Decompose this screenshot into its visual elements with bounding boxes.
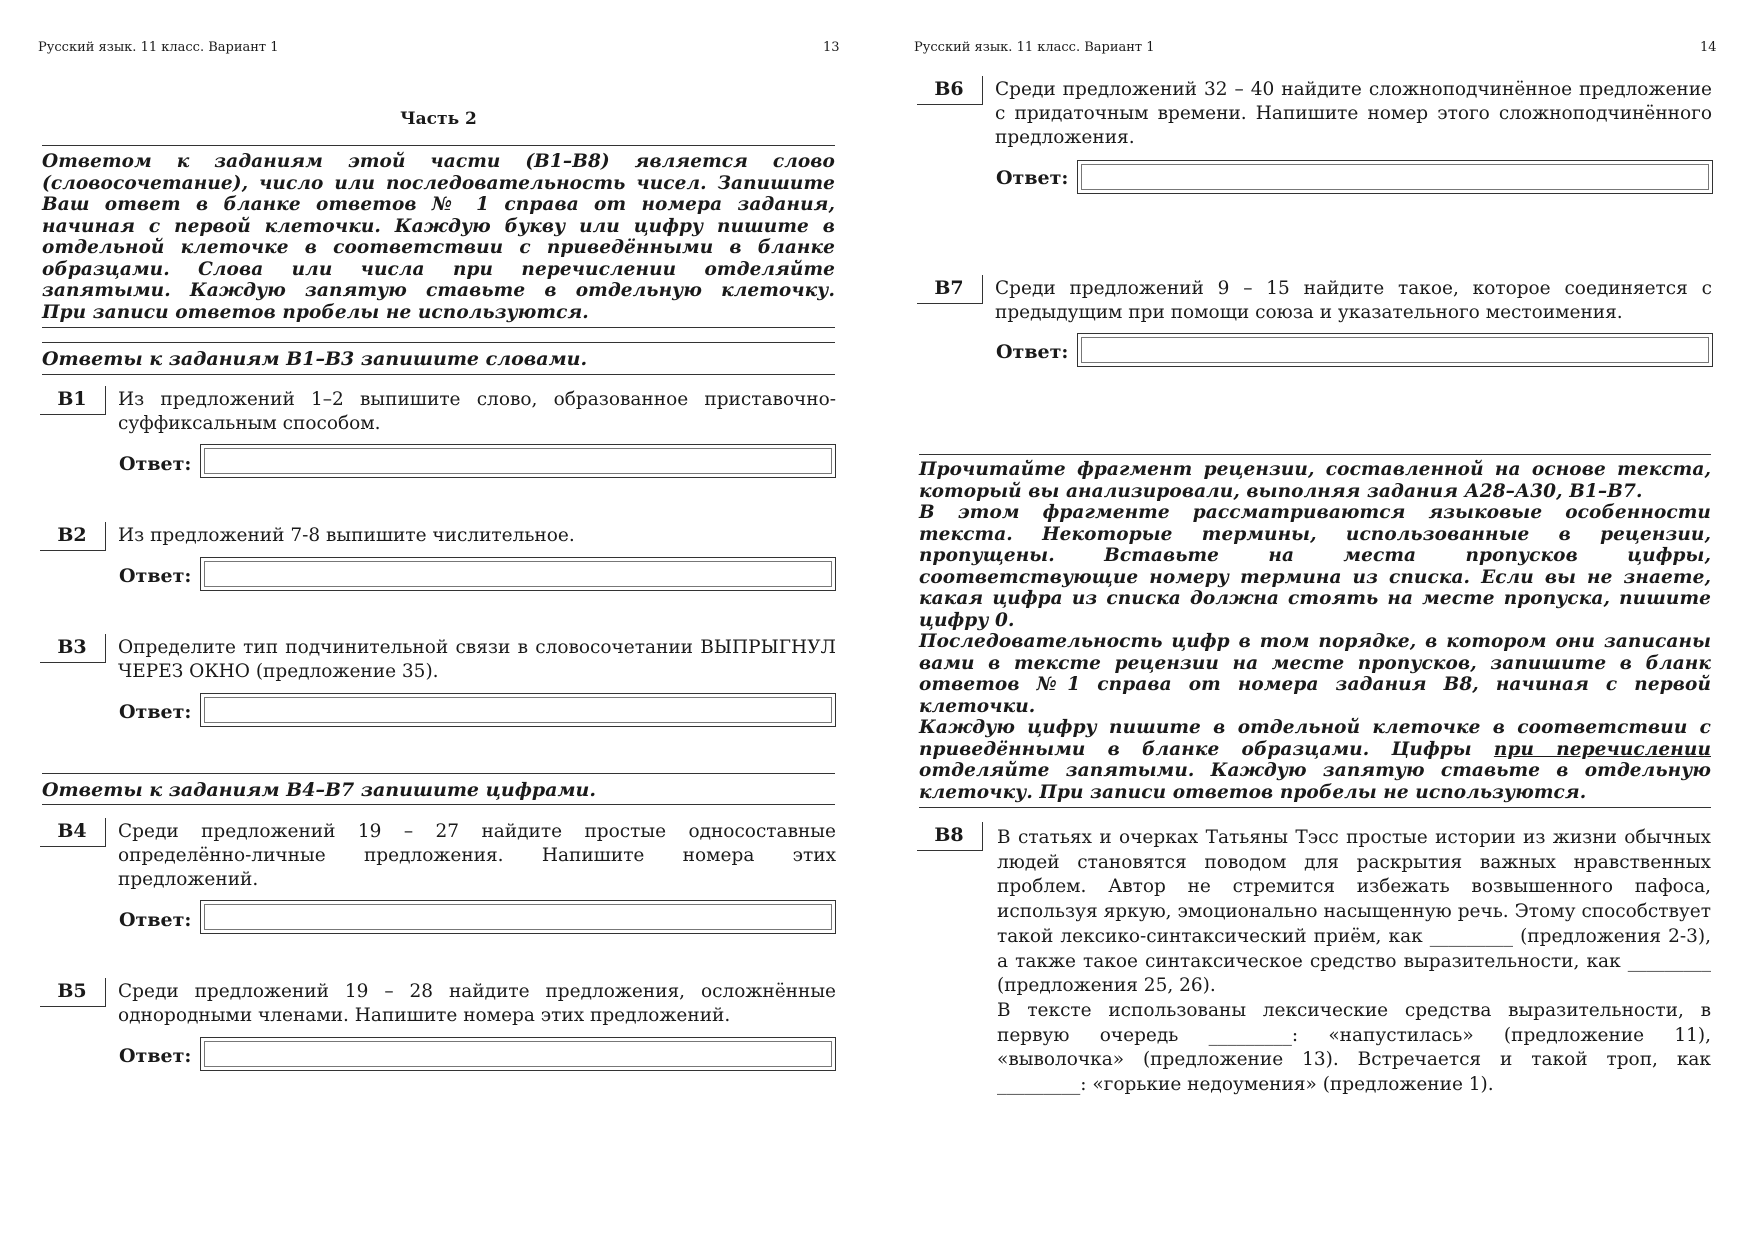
page-number: 13 <box>823 40 840 55</box>
right-page <box>877 0 1754 1239</box>
code-underline <box>917 303 983 304</box>
answer-input-b1[interactable] <box>200 444 836 478</box>
code-divider <box>105 634 106 662</box>
task-code: B4 <box>57 820 87 842</box>
page-number: 14 <box>1700 40 1717 55</box>
code-divider <box>105 818 106 846</box>
review-instructions-p4-end: отделяйте запятыми. Каждую запятую ставьте в отдельную клеточку. При записи ответов пробелы не используются. <box>919 760 1711 803</box>
answer-label: Ответ: <box>119 1045 192 1067</box>
review-text <box>997 826 1711 1098</box>
divider <box>42 773 835 774</box>
code-divider <box>982 822 983 850</box>
divider <box>42 342 835 343</box>
task-code: B6 <box>934 78 964 100</box>
task-text: Из предложений 1–2 выпишите слово, образованное приставочно-суффиксальным способом. <box>118 389 836 434</box>
instructions-text-last: При записи ответов пробелы не используются. <box>42 301 589 323</box>
answer-label: Ответ: <box>119 565 192 587</box>
review-instructions-p1: Прочитайте фрагмент рецензии, составленной на основе текста, который вы анализировали, выполняя задания А28–А30, В1–В7. <box>919 459 1711 502</box>
page-header: Русский язык. 11 класс. Вариант 1 <box>38 40 279 55</box>
instructions-text: Ответом к заданиям этой части (В1–В8) является слово (словосочетание), число или последовательность чисел. Запишите Ваш ответ в бланке ответов № 1 справа от номера задания, начиная с первой клеточки. Каждую букву или цифру пишите в отдельной клеточке в соответствии с приведёнными в бланке образцами. Слова или числа при перечислении отделяйте запятыми. Каждую запятую ставьте в отдельную клеточку. <box>42 151 835 301</box>
task-code: B2 <box>57 524 87 546</box>
part-title: Часть 2 <box>400 109 477 129</box>
task-code: B7 <box>934 277 964 299</box>
code-underline <box>40 414 106 415</box>
divider <box>42 145 835 146</box>
task-text: Среди предложений 19 – 28 найдите предложения, осложнённые однородными членами. Напишите номера этих предложений. <box>118 981 836 1026</box>
code-divider <box>105 522 106 550</box>
review-paragraph: В тексте использованы лексические средства выразительности, в первую очередь _________: «напустилась» (предложение 11), «выволочка» (предложение 13). Встречается и такой троп, как _________: «горькие недоумения» (предложение 1). <box>997 999 1711 1096</box>
task-code: B3 <box>57 636 87 658</box>
code-divider <box>105 978 106 1006</box>
code-underline <box>40 1006 106 1007</box>
divider <box>919 807 1711 808</box>
review-instructions-p4 <box>919 717 1711 803</box>
underlined-phrase: при перечислении <box>1493 738 1711 760</box>
section-title-b1-b3: Ответы к заданиям В1–В3 запишите словами. <box>42 348 588 370</box>
code-divider <box>105 386 106 414</box>
code-underline <box>40 662 106 663</box>
review-instructions-p3: Последовательность цифр в том порядке, в котором они записаны вами в тексте рецензии на месте пропусков, запишите в бланк ответов №1 справа от номера задания В8, начиная с первой клеточки. <box>919 631 1711 717</box>
task-code: B1 <box>57 388 87 410</box>
task-text: Из предложений 7-8 выпишите числительное. <box>118 525 575 546</box>
divider <box>42 804 835 805</box>
task-code: B5 <box>57 980 87 1002</box>
answer-label: Ответ: <box>996 341 1069 363</box>
answer-label: Ответ: <box>119 909 192 931</box>
code-underline <box>917 850 983 851</box>
code-divider <box>982 275 983 303</box>
divider <box>42 327 835 328</box>
answer-label: Ответ: <box>996 167 1069 189</box>
divider <box>42 374 835 375</box>
code-underline <box>40 846 106 847</box>
part-instructions <box>42 151 835 323</box>
code-divider <box>982 76 983 104</box>
answer-input-b5[interactable] <box>200 1037 836 1071</box>
answer-input-b4[interactable] <box>200 900 836 934</box>
section-title-b4-b7: Ответы к заданиям В4–В7 запишите цифрами. <box>42 779 596 801</box>
review-instructions-p2: В этом фрагменте рассматриваются языковые особенности текста. Некоторые термины, использованные в рецензии, пропущены. Вставьте на места пропусков цифры, соответствующие номеру термина из списка. Если вы не знаете, какая цифра из списка должна стоять на месте пропуска, пишите цифру 0. <box>919 502 1711 631</box>
task-text: Среди предложений 32 – 40 найдите сложноподчинённое предложение с придаточным времени. Напишите номер этого сложноподчинённого предложения. <box>995 79 1712 148</box>
task-code: B8 <box>934 824 964 846</box>
answer-label: Ответ: <box>119 453 192 475</box>
answer-input-b6[interactable] <box>1077 160 1713 194</box>
answer-label: Ответ: <box>119 701 192 723</box>
answer-input-b2[interactable] <box>200 557 836 591</box>
divider <box>919 454 1711 455</box>
code-underline <box>917 104 983 105</box>
review-instructions <box>919 459 1711 803</box>
task-text: Определите тип подчинительной связи в словосочетании ВЫПРЫГНУЛ ЧЕРЕЗ ОКНО (предложение 35). <box>118 637 836 682</box>
review-instructions-p4-start: Каждую цифру пишите в отдельной клеточке в соответствии с приведёнными в бланке образцами. Цифры <box>919 717 1711 760</box>
task-text: Среди предложений 9 – 15 найдите такое, которое соединяется с предыдущим при помощи союза и указательного местоимения. <box>995 278 1712 323</box>
answer-input-b7[interactable] <box>1077 333 1713 367</box>
review-paragraph: В статьях и очерках Татьяны Тэсс простые истории из жизни обычных людей становятся поводом для раскрытия важных нравственных проблем. Автор не стремится избежать возвышенного пафоса, используя яркую, эмоционально насыщенную речь. Этому способствует такой лексико-синтаксический приём, как _________ (предложения 2-3), а также такое синтаксическое средство выразительности, как _________ (предложения 25, 26). <box>997 827 1711 997</box>
code-underline <box>40 550 106 551</box>
task-text: Среди предложений 19 – 27 найдите простые односоставные определённо-личные предложения. Напишите номера этих предложений. <box>118 821 836 890</box>
answer-input-b3[interactable] <box>200 693 836 727</box>
page-header: Русский язык. 11 класс. Вариант 1 <box>914 40 1155 55</box>
